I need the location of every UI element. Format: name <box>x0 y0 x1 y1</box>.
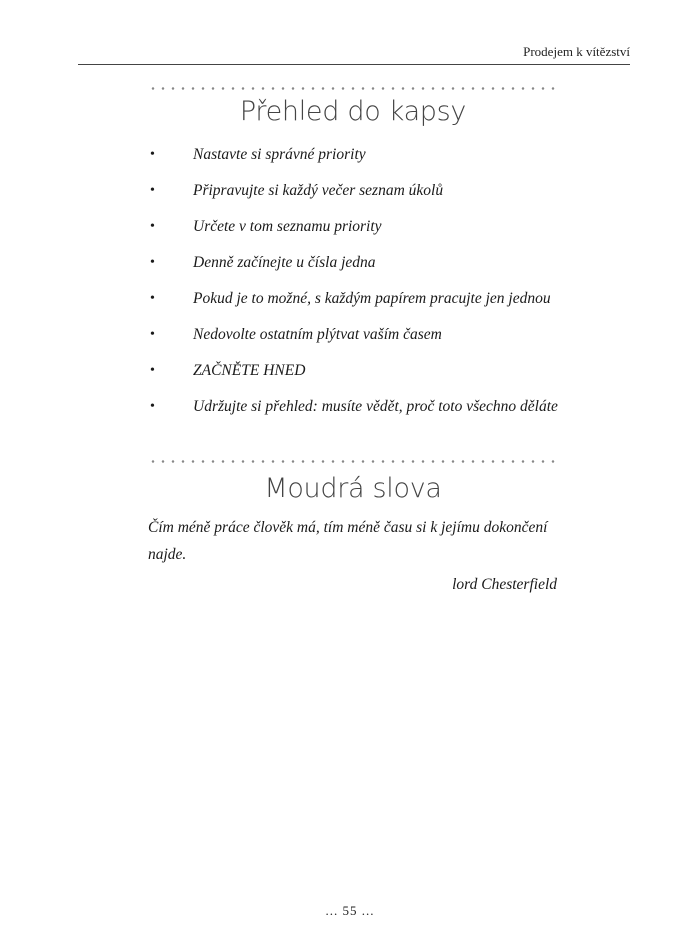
list-item <box>148 396 578 432</box>
header-rule <box>78 64 630 65</box>
list-item-text: Určete v tom seznamu priority <box>193 218 382 235</box>
wisdom-heading: Moudrá slova <box>264 473 442 504</box>
bullet-icon: • <box>150 219 155 234</box>
summary-heading: Přehled do kapsy <box>239 96 467 127</box>
list-item <box>148 252 578 288</box>
summary-list <box>148 144 578 432</box>
list-item-text: Nastavte si správné priority <box>193 146 366 163</box>
list-item <box>148 324 578 360</box>
bullet-icon: • <box>150 255 155 270</box>
bullet-icon: • <box>150 183 155 198</box>
bullet-icon: • <box>150 147 155 162</box>
list-item <box>148 144 578 180</box>
list-item-text: Denně začínejte u čísla jedna <box>193 254 376 271</box>
list-item <box>148 288 578 324</box>
list-item-text: Připravujte si každý večer seznam úkolů <box>193 182 444 199</box>
page-number: ... 55 ... <box>325 903 375 918</box>
quote-author: lord Chesterfield <box>452 576 557 593</box>
list-item-text: Udržujte si přehled: musíte vědět, proč toto všechno děláte <box>193 398 558 415</box>
list-item <box>148 360 578 396</box>
bullet-icon: • <box>150 363 155 378</box>
list-item-text: Pokud je to možné, s každým papírem pracujte jen jednou <box>193 290 551 307</box>
bullet-icon: • <box>150 291 155 306</box>
running-header: Prodejem k vítězství <box>523 44 630 59</box>
list-item <box>148 180 578 216</box>
bullet-icon: • <box>150 399 155 414</box>
quote-text: Čím méně práce člověk má, tím méně času si k jejímu dokončení najde. <box>148 519 548 563</box>
bullet-icon: • <box>150 327 155 342</box>
list-item-text: ZAČNĚTE HNED <box>193 362 306 379</box>
list-item-text: Nedovolte ostatním plýtvat vaším časem <box>193 326 442 343</box>
dotted-divider-wisdom <box>148 460 558 463</box>
list-item <box>148 216 578 252</box>
dotted-divider-summary <box>148 87 558 90</box>
